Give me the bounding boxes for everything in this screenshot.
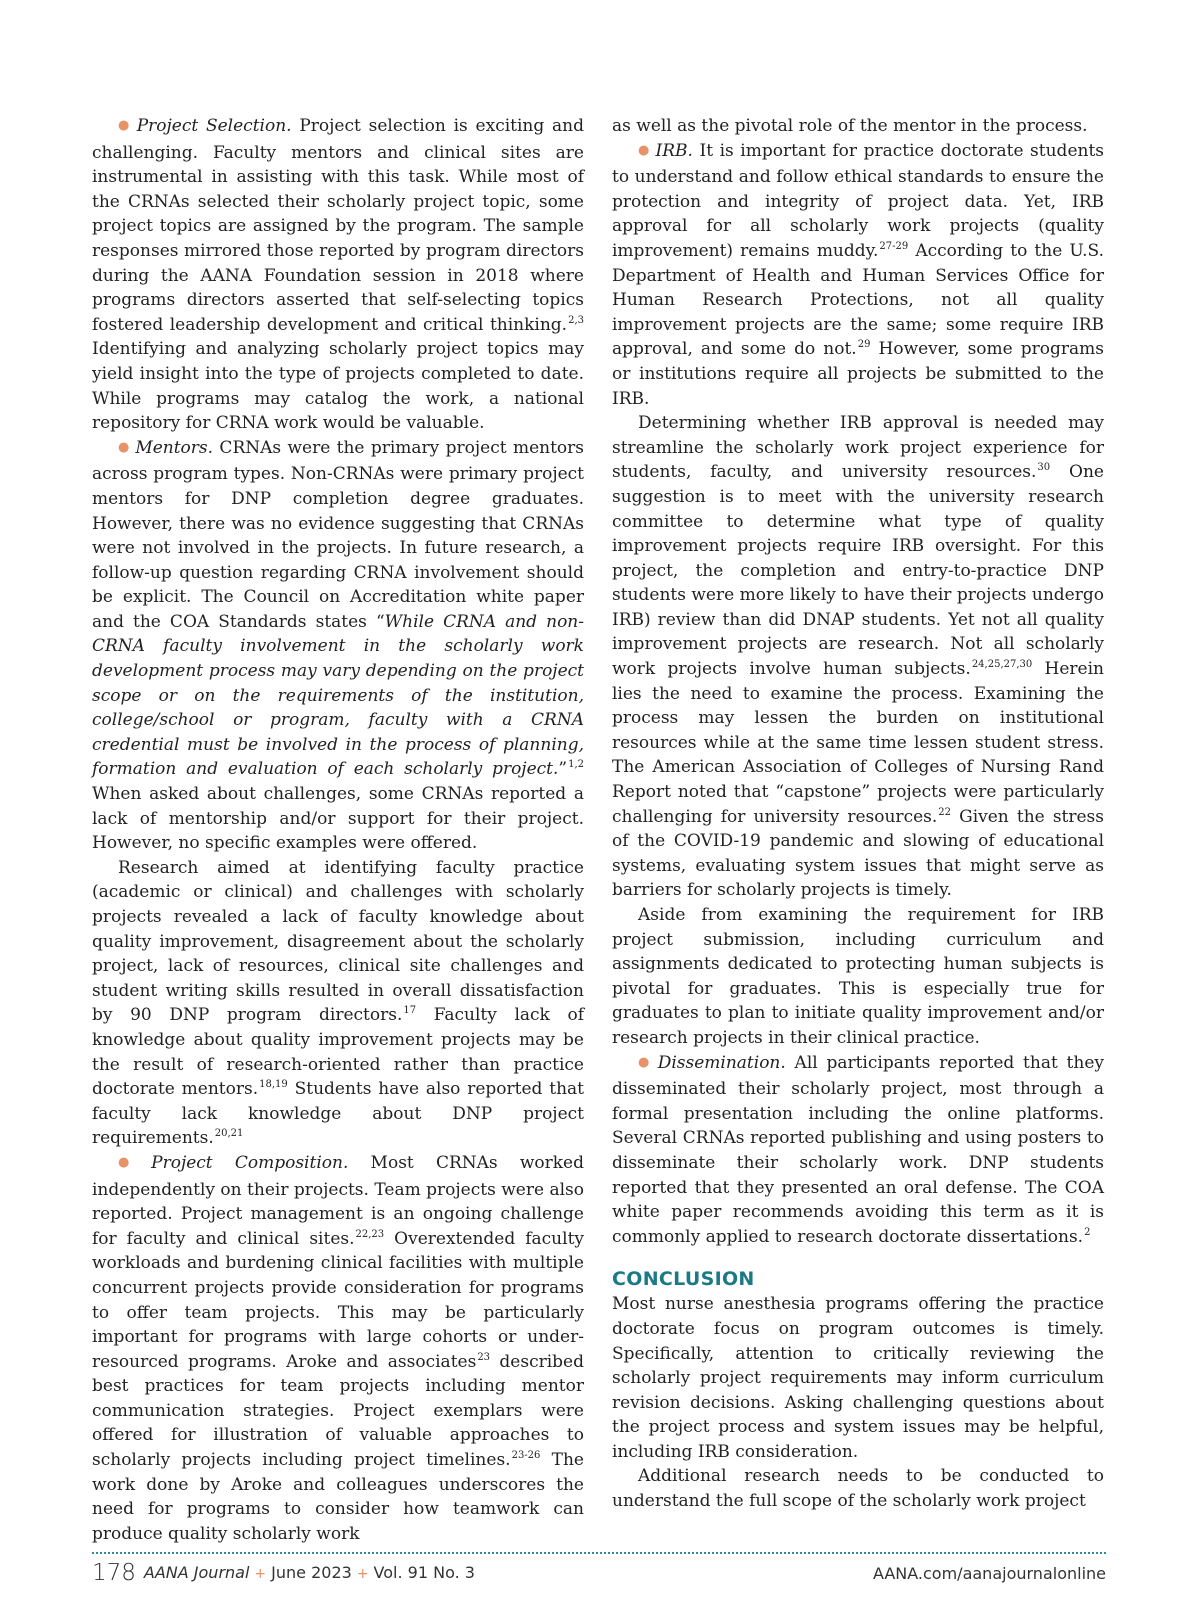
paragraph-text: However, some programs or institutions require all projects be submitted to the IRB.	[612, 339, 1104, 409]
citation: 2,3	[568, 314, 584, 326]
right-column	[612, 114, 1104, 1514]
citation: 29	[857, 339, 871, 351]
left-column	[92, 114, 584, 1546]
subheading-project-composition: Project Composition.	[151, 1152, 349, 1173]
citation: 30	[1037, 462, 1051, 474]
paragraph-mentors	[92, 436, 584, 856]
separator-icon: +	[254, 1566, 267, 1582]
section-heading-conclusion: CONCLUSION	[612, 1268, 755, 1291]
citation: 24,25,27,30	[971, 659, 1033, 671]
paragraph-text: as well as the pivotal role of the mentor in the process.	[612, 116, 1088, 136]
paragraph-text: Students have also reported that faculty lack knowledge about DNP project requirements.	[92, 1079, 585, 1149]
citation: 20,21	[214, 1128, 244, 1140]
quote-end: ”	[558, 759, 568, 780]
journal-name: AANA Journal	[143, 1563, 250, 1582]
paragraph-text: One suggestion is to meet with the university research committee to determine what type of quality improvement projects require IRB oversight. For this project, the completion and entry-to-practice DNP students were more likely to have their projects undergo IRB) review than did DNAP students. Yet not all quality improvement projects are research. Not all scholarly work projects involve human subjects.	[612, 462, 1104, 680]
paragraph-text: Additional research needs to be conducted to understand the full scope of the scholarly work project	[612, 1466, 1104, 1512]
paragraph-text: It is important for practice doctorate students to understand and follow ethical standards to ensure the protection and integrity of project data. Yet, IRB approval for all scholarly work projects (quality improvement) remains muddy.	[612, 140, 1105, 261]
paragraph-text: Most CRNAs worked independently on their projects. Team projects were also reported. Project management is an ongoing challenge for faculty and clinical sites.	[92, 1152, 585, 1249]
issue-number: No. 3	[433, 1563, 475, 1582]
paragraph-text: CRNAs were the primary project mentors across program types. Non-CRNAs were primary project mentors for DNP completion degree graduates. However, there was no evidence suggesting that CRNAs were not involved in the projects. In future research, a follow-up question regarding CRNA involvement should be explicit. The Council on Accreditation white paper and the COA Standards states “	[92, 437, 584, 632]
paragraph-conclusion	[612, 1292, 1104, 1464]
paragraph-text: When asked about challenges, some CRNAs reported a lack of mentorship and/or support for their project. However, no specific examples were offered.	[92, 784, 584, 854]
citation: 1,2	[568, 759, 584, 771]
issue-date: June 2023	[271, 1563, 352, 1582]
paragraph-text: According to the U.S. Department of Health and Human Services Office for Human Research Protections, not all quality improvement projects are the same; some require IRB approval, and some do not.	[612, 240, 1104, 360]
paragraph-faculty-research	[92, 856, 584, 1151]
citation: 2	[1084, 1226, 1091, 1238]
citation: 23	[477, 1351, 491, 1363]
separator-icon: +	[356, 1566, 369, 1582]
paragraph-text: described best practices for team projects including mentor communication strategies. Project exemplars were offered for illustration of valuable approaches to scholarly projects including project timelines.	[92, 1351, 584, 1471]
paragraph-text: Aside from examining the requirement for IRB project submission, including curriculum and assignments dedicated to protecting human subjects is pivotal for graduates. This is especially true for graduates to plan to initiate quality improvement and/or research projects in their clinical practice.	[612, 905, 1104, 1048]
page-number: 178	[92, 1560, 136, 1586]
paragraph-dissemination	[612, 1051, 1104, 1250]
bullet-icon: ●	[638, 1054, 653, 1070]
citation: 27-29	[879, 240, 909, 252]
citation: 18,19	[259, 1079, 288, 1091]
footer-divider	[92, 1552, 1106, 1554]
paragraph-text: Research aimed at identifying faculty practice (academic or clinical) and challenges with scholarly projects revealed a lack of faculty knowledge about quality improvement, disagreement about the scholarly project, lack of resources, clinical site challenges and student writing skills resulted in overall dissatisfaction by 90 DNP program directors.	[92, 857, 584, 1026]
bullet-icon: ●	[118, 439, 131, 455]
bullet-icon: ●	[118, 1154, 147, 1170]
paragraph-text: The work done by Aroke and colleagues underscores the need for programs to consider how teamwork can produce quality scholarly work	[92, 1450, 584, 1544]
paragraph-irb-submission	[612, 903, 1104, 1051]
citation: 22	[938, 806, 952, 818]
footer-citation	[92, 1560, 475, 1586]
paragraph-continuation	[612, 114, 1104, 139]
paragraph-additional-research	[612, 1464, 1104, 1513]
bullet-icon: ●	[638, 142, 651, 158]
paragraph-text: Most nurse anesthesia programs offering the practice doctorate focus on program outcomes is timely. Specifically, attention to critically reviewing the scholarly project requirements may inform curriculum revision decisions. Asking challenging questions about the project process and system issues may be helpful, including IRB consideration.	[612, 1294, 1104, 1462]
bullet-icon: ●	[118, 118, 132, 133]
paragraph-text: Herein lies the need to examine the process. Examining the process may lessen the burden on institutional resources while at the same time lessen student stress. The American Association of Colleges of Nursing Rand Report noted that “capstone” projects were particularly challenging for university resources.	[612, 659, 1104, 827]
paragraph-text: Identifying and analyzing scholarly project topics may yield insight into the type of projects completed to date. While programs may catalog the work, a national repository for CRNA work would be valuable.	[92, 339, 584, 434]
subheading-mentors: Mentors.	[135, 437, 214, 458]
paragraph-project-composition	[92, 1151, 584, 1547]
paragraph-text: Faculty lack of knowledge about quality improvement projects may be the result of research-oriented rather than practice doctorate mentors.	[92, 1005, 584, 1100]
subheading-dissemination: Dissemination.	[657, 1052, 786, 1073]
paragraph-text: Determining whether IRB approval is needed may streamline the scholarly work project experience for students, faculty, and university resources.	[612, 413, 1104, 483]
paragraph-text: Given the stress of the COVID-19 pandemic and slowing of educational systems, evaluating system issues that might serve as barriers for scholarly projects is timely.	[612, 806, 1105, 901]
paragraph-irb-approval	[612, 411, 1104, 903]
citation: 17	[403, 1005, 417, 1017]
volume: Vol. 91	[373, 1563, 429, 1582]
paragraph-text: All participants reported that they disseminated their scholarly project, most through a formal presentation including the online platforms. Several CRNAs reported publishing and using posters to disseminate their scholarly work. DNP students reported that they presented an oral defense. The COA white paper recommends avoiding this term as it is commonly applied to research doctorate dissertations.	[612, 1052, 1104, 1247]
block-quote: While CRNA and non-CRNA faculty involvement in the scholarly work development process may vary depending on the project scope or on the requirements of the institution, college/school or program, faculty with a CRNA credential must be involved in the process of planning, formation and evaluation of each scholarly project.	[92, 611, 585, 780]
subheading-project-selection: Project Selection.	[136, 116, 292, 136]
citation: 23-26	[511, 1450, 541, 1462]
paragraph-text: Overextended faculty workloads and burdening clinical facilities with multiple concurrent projects provide consideration for programs to offer team projects. This may be particularly important for programs with large cohorts or under-resourced programs. Aroke and associates	[92, 1228, 584, 1372]
citation: 22,23	[355, 1228, 385, 1240]
page-footer	[92, 1560, 1106, 1590]
paragraph-project-selection	[92, 114, 584, 436]
subheading-irb: IRB.	[655, 140, 693, 161]
paragraph-text: Project selection is exciting and challenging. Faculty mentors and clinical sites are instrumental in assisting with this task. While most of the CRNAs selected their scholarly project topic, some project topics are assigned by the program. The sample responses mirrored those reported by program directors during the AANA Foundation session in 2018 where programs directors asserted that self-selecting topics fostered leadership development and critical thinking.	[92, 116, 585, 335]
paragraph-irb	[612, 139, 1104, 412]
journal-website: AANA.com/aanajournalonline	[872, 1564, 1106, 1583]
